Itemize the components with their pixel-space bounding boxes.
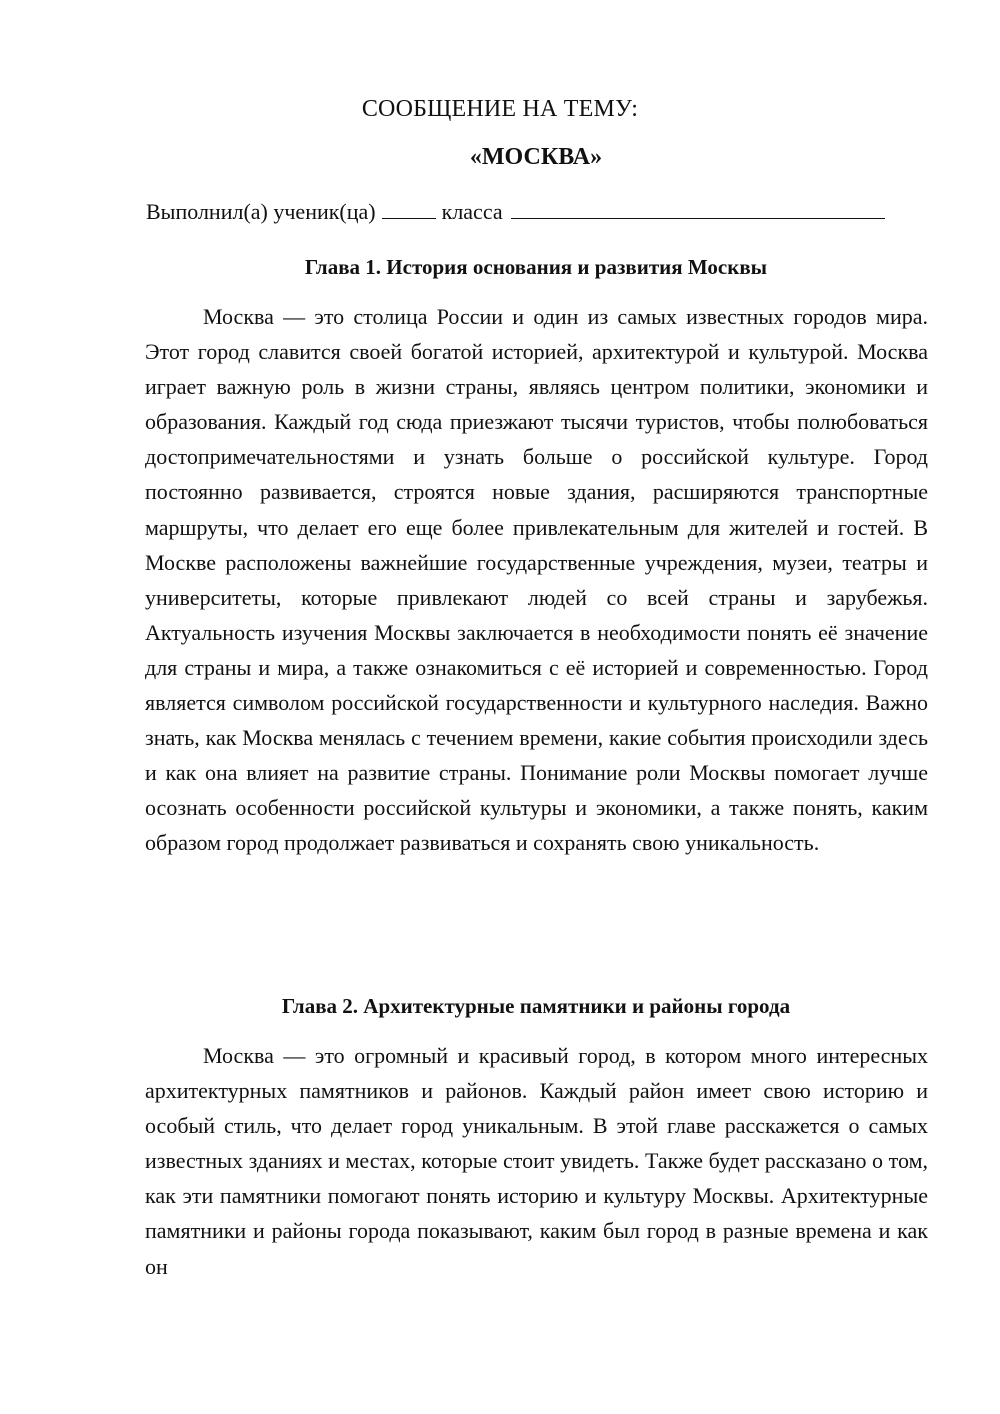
- chapter-1-heading: Глава 1. История основания и развития Москвы: [304, 255, 768, 279]
- chapter-1-text: Москва — это столица России и один из самых известных городов мира. Этот город славится своей богатой историей, архитектурой и культурой. Москва играет важную роль в жизни страны, являясь центром политики, экономики и образования. Каждый год сюда приезжают тысячи туристов, чтобы полюбоваться достопримечательностями и узнать больше о российской культуре. Город постоянно развивается, строятся новые здания, расширяются транспортные маршруты, что делает его еще более привлекательным для жителей и гостей. В Москве расположены важнейшие государственные учреждения, музеи, театры и университеты, которые привлекают людей со всей страны и зарубежья. Актуальность изучения Москвы заключается в необходимости понять её значение для страны и мира, а также ознакомиться с её историей и современностью. Город является символом российской государственности и культурного наследия. Важно знать, как Москва менялась с течением времени, какие события происходили здесь и как она влияет на развитие страны. Понимание роли Москвы помогает лучше осознать особенности российской культуры и экономики, а также понять, каким образом город продолжает развиваться и сохранять свою уникальность.: [145, 304, 928, 856]
- document-subtitle: «МОСКВА»: [469, 144, 603, 170]
- author-line: [146, 196, 936, 227]
- chapter-2-text: Москва — это огромный и красивый город, в котором много интересных архитектурных памятников и районов. Каждый район имеет свою историю и особый стиль, что делает город уникальным. В этой главе расскажется о самых известных зданиях и местах, которые стоит увидеть. Также будет рассказано о том, как эти памятники помогают понять историю и культуру Москвы. Архитектурные памятники и районы города показывают, каким был город в разные времена и как он: [145, 1043, 928, 1279]
- name-blank: [511, 196, 885, 219]
- document-title: СООБЩЕНИЕ НА ТЕМУ:: [361, 96, 639, 122]
- author-prefix: Выполнил(а) ученик(ца): [146, 199, 376, 224]
- author-middle: класса: [441, 199, 503, 224]
- chapter-2-heading: Глава 2. Архитектурные памятники и районы города: [281, 994, 791, 1018]
- grade-blank: [382, 196, 436, 219]
